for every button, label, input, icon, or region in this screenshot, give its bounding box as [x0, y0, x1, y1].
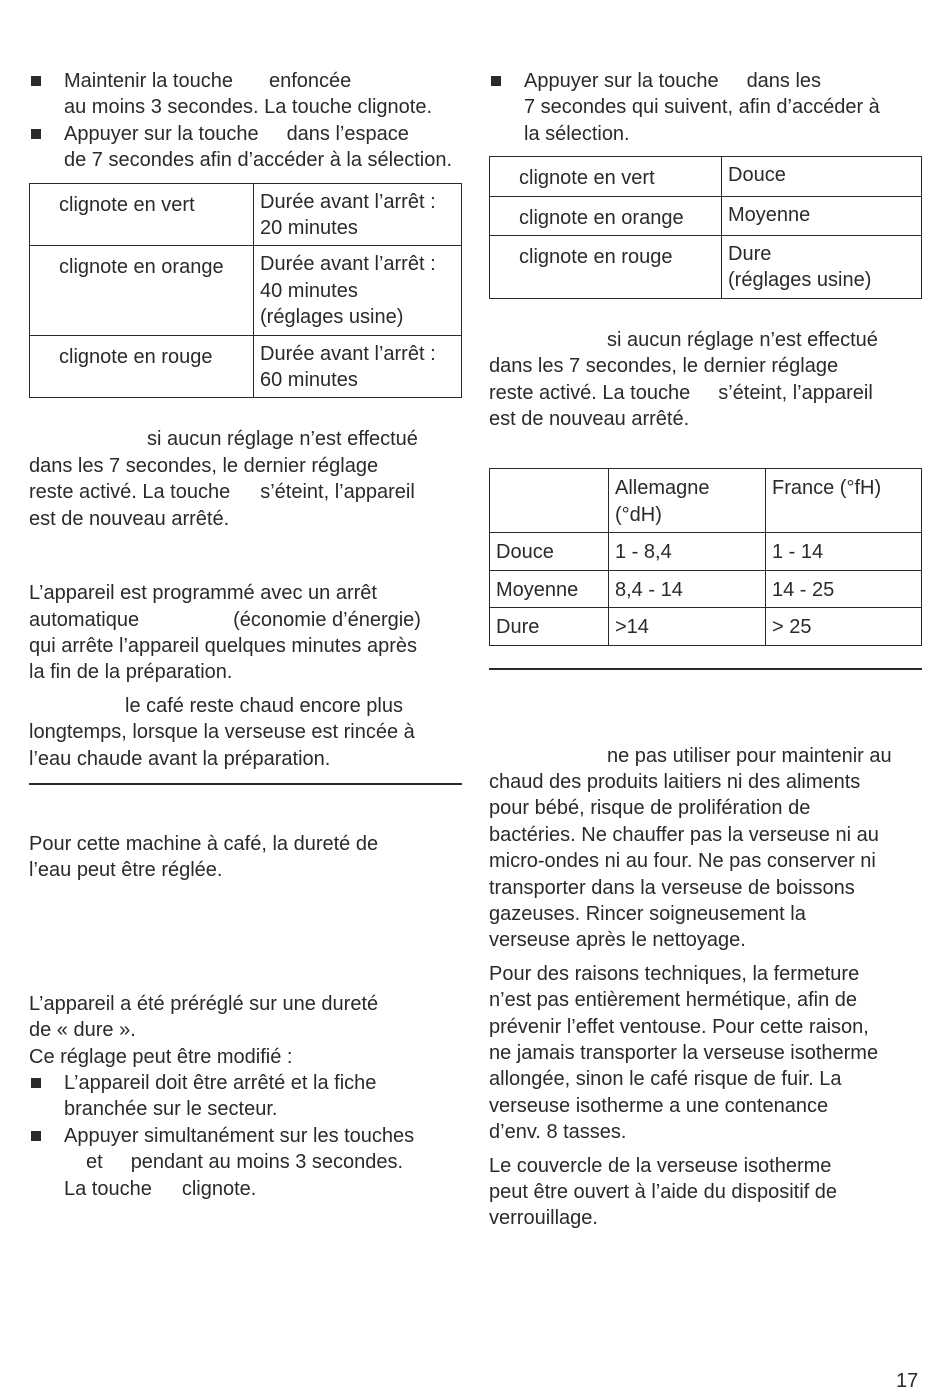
- text: Durée avant l’arrêt :: [260, 253, 436, 276]
- table-cell: 8,4 - 14: [609, 570, 766, 607]
- bullet-device-off: [29, 1070, 462, 1123]
- table-cell: [254, 335, 462, 398]
- text: (réglages usine): [260, 306, 404, 329]
- table-row: [30, 335, 462, 398]
- section-divider: [29, 783, 462, 785]
- table-cell: 14 - 25: [766, 570, 922, 607]
- text: Appuyer simultanément sur les touches: [64, 1124, 415, 1147]
- table-cell: Dure: [490, 608, 609, 645]
- text: Pour des raisons techniques, la fermeture: [489, 962, 860, 985]
- text: s’éteint, l’appareil: [718, 381, 873, 404]
- hardness-intro: [29, 831, 462, 884]
- bullet-hold-button: [29, 68, 462, 121]
- text: Ce réglage peut être modifié :: [29, 1045, 293, 1068]
- text: 7 secondes qui suivent, afin d’accéder à: [524, 96, 880, 119]
- text: dans les 7 secondes, le dernier réglage: [29, 454, 379, 477]
- text: et: [86, 1151, 103, 1174]
- table-cell: clignote en orange: [490, 196, 722, 235]
- text: L’appareil doit être arrêté et la fiche: [64, 1071, 377, 1094]
- text: 40 minutes: [260, 279, 358, 302]
- bullet-press-button: [29, 121, 462, 174]
- text: enfoncée: [268, 70, 352, 92]
- text: allongée, sinon le café risque de fuir. La: [489, 1068, 842, 1091]
- text: l’eau peut être réglée.: [29, 859, 223, 882]
- text: gazeuses. Rincer soigneusement la: [489, 902, 806, 925]
- text: La touche: [64, 1177, 152, 1200]
- text: pour bébé, risque de prolifération de: [489, 797, 811, 820]
- table-row: [490, 533, 922, 570]
- note-no-setting-right: [489, 327, 922, 433]
- text: 60 minutes: [260, 369, 358, 392]
- bullet-press-both: [29, 1123, 462, 1202]
- text: ne jamais transporter la verseuse isotherme: [489, 1041, 879, 1064]
- text: 20 minutes: [260, 217, 358, 240]
- text: de « dure ».: [29, 1019, 136, 1042]
- table-cell: Douce: [490, 533, 609, 570]
- table-cell: 1 - 8,4: [609, 533, 766, 570]
- section-divider: [489, 668, 922, 670]
- text: transporter dans la verseuse de boissons: [489, 876, 855, 899]
- text: de 7 secondes afin d’accéder à la sélection.: [64, 149, 453, 172]
- bullet-select-hardness: [489, 68, 922, 147]
- hardness-mode-table: [489, 156, 922, 299]
- table-row: [490, 157, 922, 196]
- bullet-square-icon: [31, 1131, 41, 1141]
- text: ne pas utiliser pour maintenir au: [607, 744, 892, 767]
- table-cell: > 25: [766, 608, 922, 645]
- bullet-square-icon: [31, 76, 41, 86]
- text: verseuse après le nettoyage.: [489, 929, 746, 952]
- text: dans les 7 secondes, le dernier réglage: [489, 355, 839, 378]
- text: longtemps, lorsque la verseuse est rincée à: [29, 721, 415, 744]
- table-cell: [609, 469, 766, 533]
- left-column: [29, 68, 462, 1202]
- auto-off-table: [29, 183, 462, 399]
- text: Appuyer sur la touche: [64, 122, 259, 145]
- text: Dure: [728, 243, 772, 266]
- text: verseuse isotherme a une contenance: [489, 1094, 829, 1117]
- text: n’est pas entièrement hermétique, afin de: [489, 989, 857, 1012]
- text: L’appareil est programmé avec un arrêt: [29, 582, 377, 605]
- table-cell: [722, 236, 922, 299]
- table-cell: clignote en rouge: [490, 236, 722, 299]
- text: branchée sur le secteur.: [64, 1098, 278, 1121]
- table-cell: 1 - 14: [766, 533, 922, 570]
- table-cell: [490, 469, 609, 533]
- text: clignote.: [181, 1177, 257, 1200]
- text: pendant au moins 3 secondes.: [130, 1151, 404, 1174]
- table-cell: Moyenne: [490, 570, 609, 607]
- text: est de nouveau arrêté.: [29, 507, 230, 530]
- table-header-row: [490, 469, 922, 533]
- table-row: [30, 246, 462, 335]
- text: verrouillage.: [489, 1207, 598, 1230]
- text: Durée avant l’arrêt :: [260, 342, 436, 365]
- text: qui arrête l’appareil quelques minutes après: [29, 634, 418, 657]
- text: la fin de la préparation.: [29, 661, 233, 684]
- table-cell: clignote en vert: [30, 183, 254, 246]
- text: Maintenir la touche: [64, 70, 233, 92]
- text: est de nouveau arrêté.: [489, 408, 690, 431]
- technical-paragraph: [489, 961, 922, 1146]
- table-cell: [254, 183, 462, 246]
- text: (°dH): [615, 503, 662, 526]
- text: s’éteint, l’appareil: [260, 481, 415, 504]
- text: reste activé. La touche: [489, 381, 691, 404]
- text: Pour cette machine à café, la dureté de: [29, 832, 379, 855]
- text: si aucun réglage n’est effectué: [607, 328, 878, 351]
- text: chaud des produits laitiers ni des aliments: [489, 770, 861, 793]
- text: prévenir l’effet ventouse. Pour cette raison,: [489, 1015, 869, 1038]
- text: au moins 3 secondes. La touche clignote.: [64, 96, 433, 119]
- table-cell: France (°fH): [766, 469, 922, 533]
- text: le café reste chaud encore plus: [125, 694, 403, 717]
- text: reste activé. La touche: [29, 481, 231, 504]
- auto-off-paragraph: [29, 580, 462, 686]
- table-cell: Douce: [722, 157, 922, 196]
- table-cell: clignote en orange: [30, 246, 254, 335]
- table-cell: >14: [609, 608, 766, 645]
- bullet-square-icon: [31, 129, 41, 139]
- tip-paragraph: [29, 693, 462, 772]
- text: (économie d’énergie): [233, 608, 421, 631]
- text: L’appareil a été préréglé sur une dureté: [29, 992, 379, 1015]
- table-cell: clignote en vert: [490, 157, 722, 196]
- text: (réglages usine): [728, 269, 872, 292]
- table-cell: [254, 246, 462, 335]
- text: Allemagne: [615, 477, 710, 500]
- table-row: [490, 608, 922, 645]
- text: micro-ondes ni au four. Ne pas conserver ni: [489, 850, 876, 873]
- text: Durée avant l’arrêt :: [260, 190, 436, 213]
- table-cell: clignote en rouge: [30, 335, 254, 398]
- text: si aucun réglage n’est effectué: [147, 428, 418, 451]
- right-column: [489, 68, 922, 1232]
- table-row: [30, 183, 462, 246]
- bullet-square-icon: [491, 76, 501, 86]
- table-row: [490, 570, 922, 607]
- text: d’env. 8 tasses.: [489, 1121, 627, 1144]
- text: l’eau chaude avant la préparation.: [29, 747, 331, 770]
- text: Appuyer sur la touche: [524, 70, 719, 92]
- table-cell: Moyenne: [722, 196, 922, 235]
- text: dans les: [746, 70, 822, 92]
- table-row: [490, 196, 922, 235]
- warning-paragraph: [489, 743, 922, 954]
- preset-paragraph: [29, 991, 462, 1070]
- bullet-square-icon: [31, 1078, 41, 1088]
- note-no-setting: [29, 426, 462, 532]
- page-number: 17: [896, 1370, 919, 1392]
- text: automatique: [29, 608, 140, 631]
- text: peut être ouvert à l’aide du dispositif de: [489, 1181, 837, 1203]
- table-row: [490, 236, 922, 299]
- text: dans l’espace: [286, 122, 409, 145]
- text: Le couvercle de la verseuse isotherme: [489, 1154, 832, 1177]
- text: la sélection.: [524, 122, 630, 145]
- lid-paragraph: [489, 1153, 922, 1232]
- water-hardness-table: [489, 468, 922, 645]
- text: bactéries. Ne chauffer pas la verseuse ni au: [489, 823, 879, 846]
